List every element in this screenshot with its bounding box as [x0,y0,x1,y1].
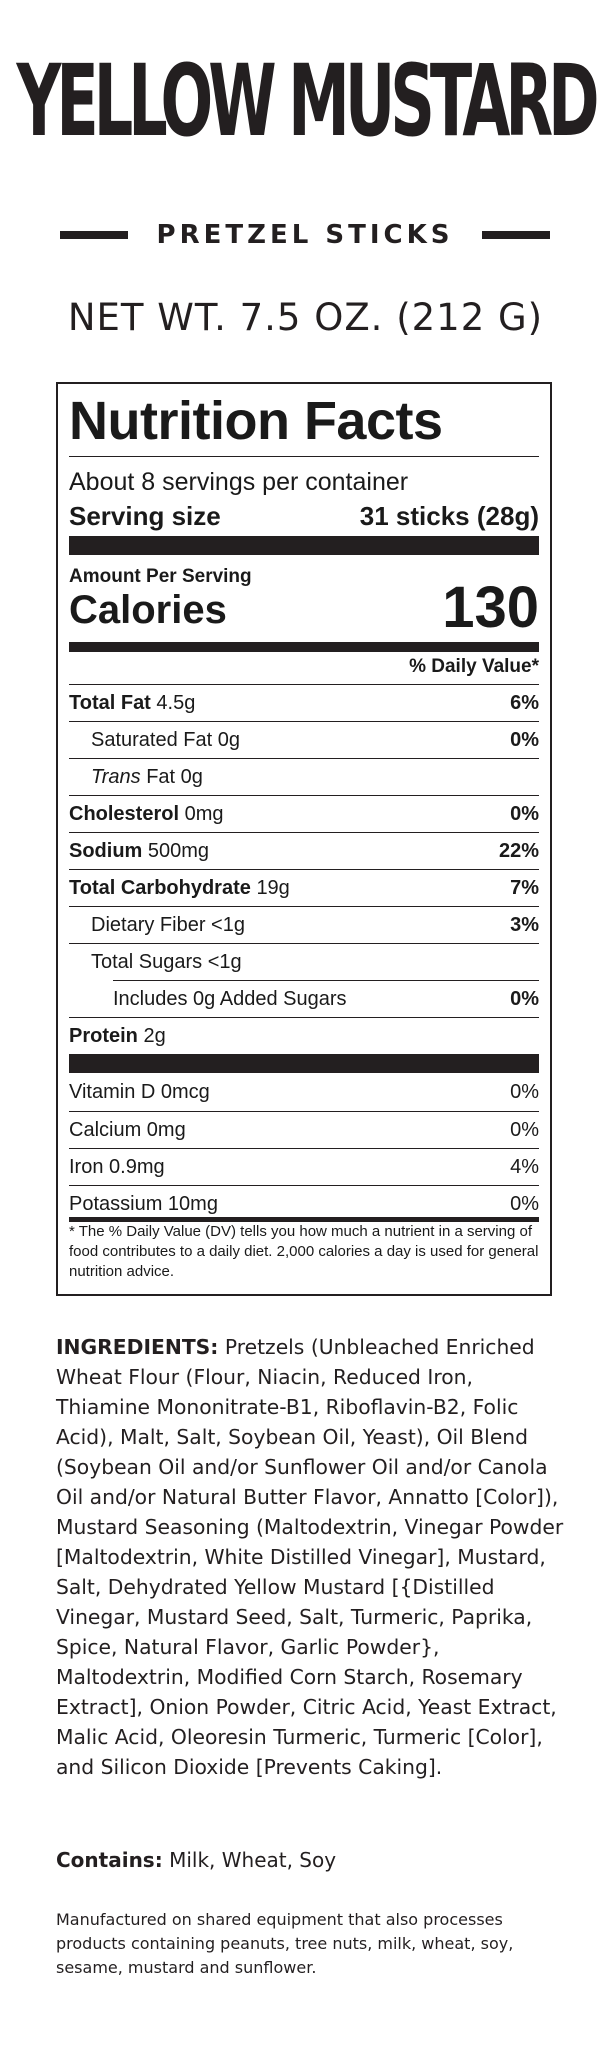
nutrient-row-sodium [69,832,539,870]
nutrient-row-total-sugars [69,943,539,981]
daily-value-footnote: * The % Daily Value (DV) tells you how much a nutrient in a serving of food contributes to a daily diet. 2,000 calories a day is used for general nutrition advice. [69,1223,539,1280]
amount-per-serving: Amount Per Serving [69,566,252,587]
vitamin-label: Potassium 10mg [69,1193,218,1215]
divider [69,456,539,457]
contains-text: Milk, Wheat, Soy [162,1848,337,1872]
calories-value: 130 [442,575,539,640]
calories-label: Calories [69,588,227,632]
nutrient-row-protein [69,1017,539,1055]
nutrient-amount: <1g [207,951,242,973]
nutrient-label: Total Fat [69,692,151,714]
product-title: YELLOW MUSTARD [16,42,595,160]
nutrient-dv: 0% [510,803,539,825]
nutrient-label: Includes 0g Added Sugars [113,988,347,1010]
net-weight: NET WT. 7.5 OZ. (212 G) [67,296,544,339]
daily-value-header: % Daily Value* [409,656,539,677]
allergen-contains [56,1848,336,1872]
subtitle-rule-right [482,231,550,239]
nutrient-amount: 4.5g [156,692,196,714]
nutrient-row-total-fat [69,684,539,722]
nutrient-label: Dietary Fiber [91,914,206,936]
nutrient-dv: 6% [510,692,539,714]
medium-divider [69,642,539,652]
nutrition-facts-panel [56,382,552,1296]
serving-size-label: Serving size [69,501,221,531]
ingredients-text: Pretzels (Unbleached Enriched Wheat Flour (Flour, Niacin, Reduced Iron, Thiamine Mononitrate-B1, Riboflavin-B2, Folic Acid), Malt, Salt, Soybean Oil, Yeast), Oil Blend (Soybean Oil and/or Sunflower Oil and/or Canola Oil and/or Natural Butter Flavor, Annatto [Color]), Mustard Seasoning (Maltodextrin, Vinegar Powder [Maltodextrin, White Distilled Vinegar], Mustard, Salt, Dehydrated Yellow Mustard [{Distilled Vinegar, Mustard Seed, Salt, Turmeric, Paprika, Spice, Natural Flavor, Garlic Powder}, Maltodextrin, Modified Corn Starch, Rosemary Extract], Onion Powder, Citric Acid, Yeast Extract, Malic Acid, Oleoresin Turmeric, Turmeric [Color], and Silicon Dioxide [Prevents Caking]. [56,1335,564,1779]
vitamin-row [69,1074,539,1111]
nutrient-row-trans-fat [69,758,539,796]
nutrient-amount: <1g [211,914,245,936]
ingredients [56,1332,568,1782]
nutrient-dv: 0% [510,988,539,1010]
nutrient-label: Sodium [69,840,143,862]
nutrient-dv: 3% [510,914,539,936]
nutrition-facts-heading: Nutrition Facts [69,391,443,451]
subtitle-rule-left [60,231,128,239]
nutrient-amount: 0mg [184,803,224,825]
nutrient-dv: 7% [510,877,539,899]
vitamin-row [69,1111,539,1149]
nutrient-amount: Fat 0g [146,766,203,788]
contains-label: Contains: [56,1848,163,1872]
nutrient-row-added-sugars [113,980,539,1018]
ingredients-label: INGREDIENTS: [56,1335,219,1359]
nutrient-amount: 19g [256,877,290,899]
nutrient-label: Total Sugars [91,951,203,973]
nutrient-dv: 0% [510,729,539,751]
vitamin-label: Iron 0.9mg [69,1156,165,1178]
nutrient-label: Trans [91,766,141,788]
nutrient-label: Saturated Fat [91,729,213,751]
manufacturing-note: Manufactured on shared equipment that also processes products containing peanuts, tree nuts, milk, wheat, soy, sesame, mustard and sunflower. [56,1910,514,1977]
nutrient-amount: 2g [143,1025,166,1047]
nutrient-dv: 22% [498,840,539,862]
nutrient-label: Total Carbohydrate [69,877,251,899]
nutrient-amount: 0g [217,729,240,751]
vitamin-label: Vitamin D 0mcg [69,1081,210,1103]
nutrient-label: Protein [69,1025,138,1047]
nutrient-label: Cholesterol [69,803,180,825]
thick-divider [69,536,539,555]
nutrient-amount: 500mg [147,840,210,862]
vitamin-dv: 0% [510,1119,539,1141]
nutrient-row-saturated-fat [69,721,539,759]
vitamin-dv: 0% [510,1193,539,1215]
nutrient-row-cholesterol [69,795,539,833]
product-subtitle-row [60,220,550,250]
nutrient-row-total-carbohydrate [69,869,539,907]
nutrient-row-dietary-fiber [69,906,539,944]
product-subtitle: PRETZEL STICKS [156,220,454,250]
vitamin-label: Calcium 0mg [69,1119,186,1141]
serving-size-value: 31 sticks (28g) [359,501,539,531]
thick-divider [69,1054,539,1073]
vitamin-row [69,1148,539,1186]
servings-per-container: About 8 servings per container [69,468,409,496]
vitamin-dv: 4% [510,1156,539,1178]
vitamin-dv: 0% [510,1081,539,1103]
